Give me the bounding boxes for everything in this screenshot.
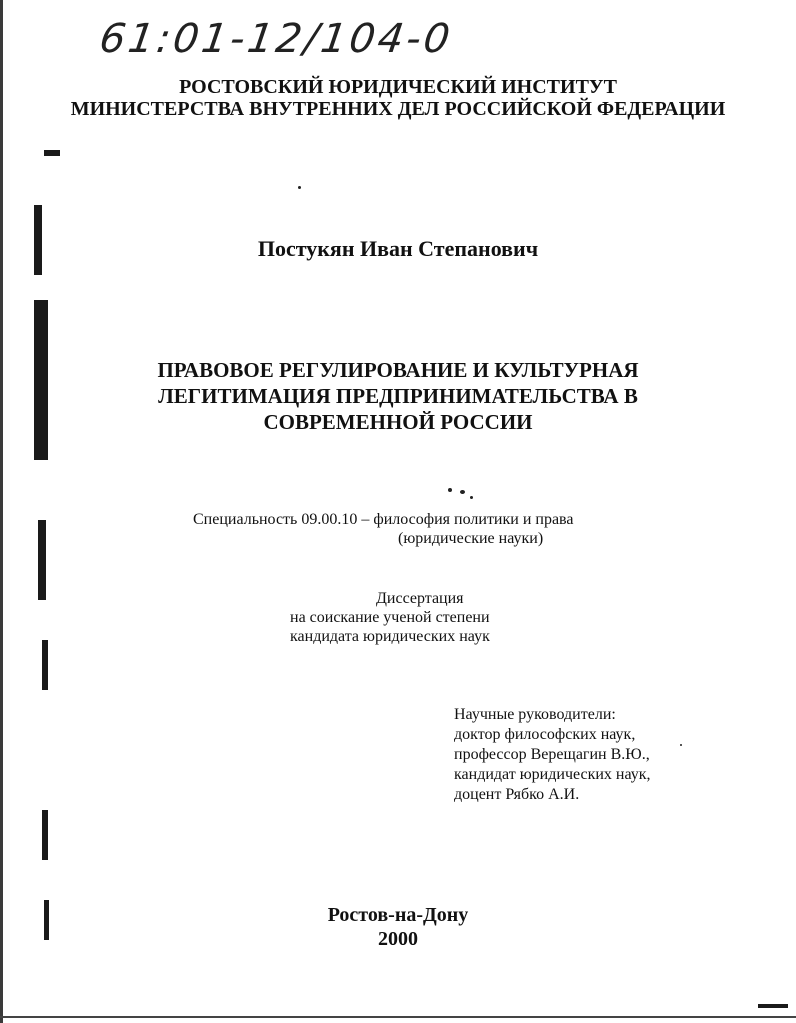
dissertation-line-3: кандидата юридических наук: [290, 628, 490, 645]
institute-line-1: РОСТОВСКИЙ ЮРИДИЧЕСКИЙ ИНСТИТУТ: [179, 76, 617, 98]
year: 2000: [378, 928, 418, 950]
institute-name: [0, 76, 796, 120]
scan-speck-5: [680, 744, 682, 746]
specialty-subline: (юридические науки): [398, 530, 544, 547]
scan-left-edge: [0, 0, 3, 1023]
institute-line-2: МИНИСТЕРСТВА ВНУТРЕННИХ ДЕЛ РОССИЙСКОЙ ФЕДЕРАЦИИ: [70, 98, 726, 120]
place: Ростов-на-Дону: [327, 904, 469, 926]
scan-speck-4: [298, 186, 301, 189]
scientific-advisors: [454, 705, 651, 805]
dissertation-line-2: на соискание ученой степени: [290, 609, 490, 626]
scan-smudge-4: [42, 640, 48, 690]
scan-speck-2: [460, 490, 465, 494]
scan-smudge-5: [42, 810, 48, 860]
scan-speck-3: [470, 496, 473, 499]
specialty-line: Специальность 09.00.10 – философия политики и права: [193, 511, 574, 528]
dissertation-title: [0, 357, 796, 435]
advisors-line-3: профессор Верещагин В.Ю.,: [454, 746, 650, 763]
advisors-line-4: кандидат юридических наук,: [454, 766, 651, 783]
advisors-line-2: доктор философских наук,: [454, 726, 636, 743]
advisors-line-5: доцент Рябко А.И.: [454, 786, 580, 803]
scan-smudge-3: [38, 520, 46, 600]
dissertation-line-1: Диссертация: [376, 590, 464, 607]
scan-bottom-edge: [0, 1016, 796, 1018]
scan-speck-1: [448, 488, 452, 492]
scan-smudge-8: [758, 1004, 788, 1008]
scan-smudge-7: [44, 150, 60, 156]
place-and-year: [0, 903, 796, 951]
handwritten-archive-code: 61:01-12/104-0: [96, 16, 456, 62]
advisors-line-1: Научные руководители:: [454, 706, 616, 723]
title-line-3: СОВРЕМЕННОЙ РОССИИ: [263, 410, 533, 434]
dissertation-description: [290, 589, 490, 646]
title-line-1: ПРАВОВОЕ РЕГУЛИРОВАНИЕ И КУЛЬТУРНАЯ: [157, 358, 639, 382]
title-line-2: ЛЕГИТИМАЦИЯ ПРЕДПРИНИМАТЕЛЬСТВА В: [158, 384, 638, 408]
author-name: Постукян Иван Степанович: [257, 236, 539, 261]
